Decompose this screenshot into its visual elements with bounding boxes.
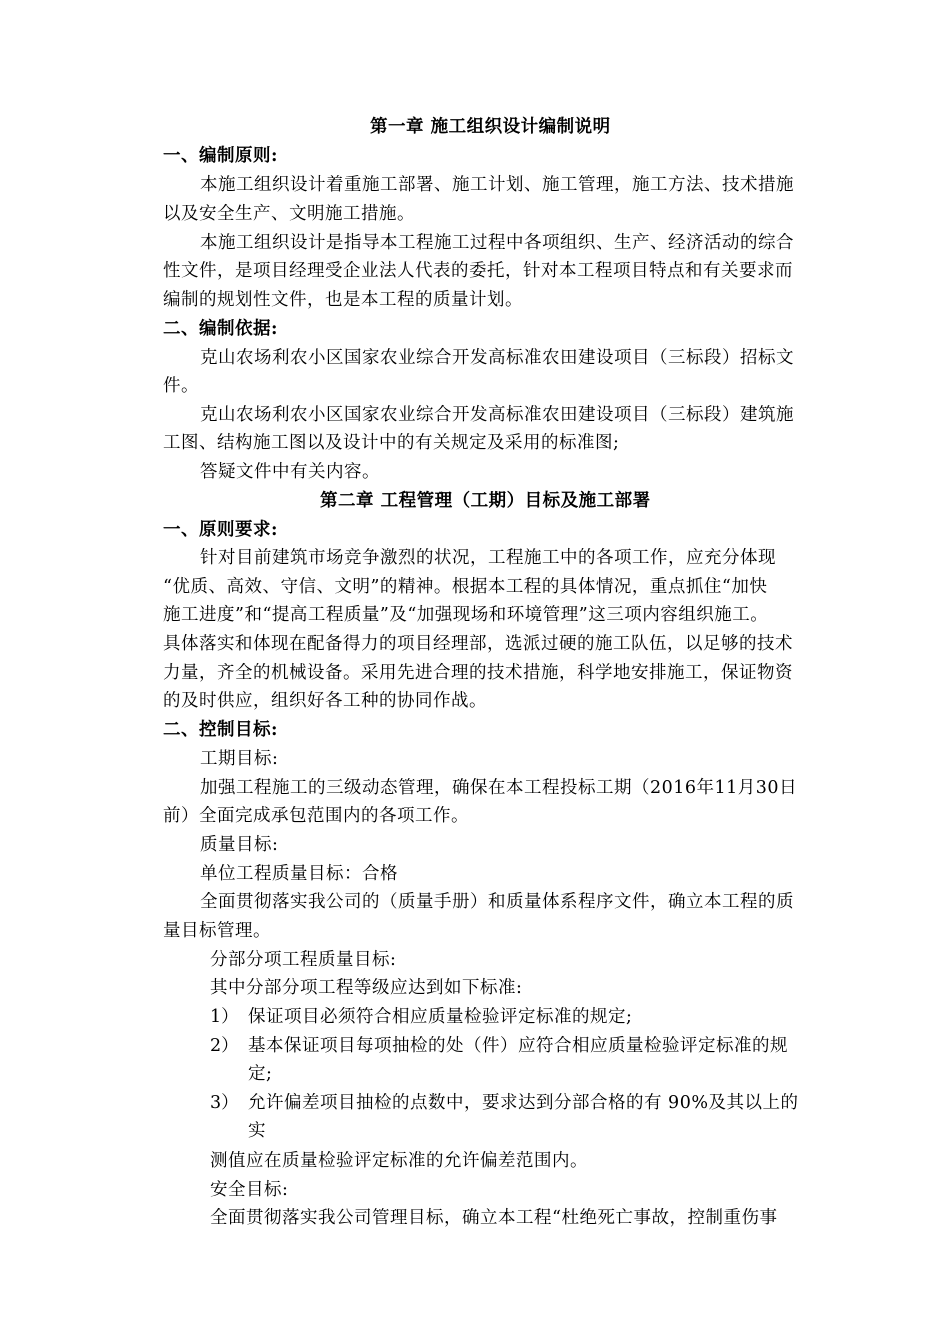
paragraph-line: 克山农场利农小区国家农业综合开发高标准农田建设项目（三标段）建筑施 <box>200 405 794 425</box>
paragraph-line: 性文件，是项目经理受企业法人代表的委托，针对本工程项目特点和有关要求而 <box>163 261 793 281</box>
list-item: 允许偏差项目抽检的点数中，要求达到分部合格的有 90%及其以上的 <box>248 1093 799 1113</box>
list-item: 实 <box>248 1121 266 1141</box>
measure-text: 测值应在质量检验评定标准的允许偏差范围内。 <box>210 1151 588 1171</box>
paragraph-line: 全面贯彻落实我公司管理目标，确立本工程“杜绝死亡事故，控制重伤事 <box>210 1208 778 1228</box>
paragraph-line: 具体落实和体现在配备得力的项目经理部，选派过硬的施工队伍，以足够的技术 <box>163 634 793 654</box>
paragraph-line: 量目标管理。 <box>163 921 271 941</box>
paragraph-line: “优质、高效、守信、文明”的精神。根据本工程的具体情况，重点抓住“加快 <box>163 577 768 597</box>
sub-standard-text: 其中分部分项工程等级应达到如下标准: <box>210 978 523 998</box>
chapter-2-title: 第二章 工程管理（工期）目标及施工部署 <box>320 491 651 511</box>
paragraph-line: 施工进度”和“提高工程质量”及“加强现场和环境管理”这三项内容组织施工。 <box>163 605 769 625</box>
safety-label: 安全目标: <box>210 1180 289 1200</box>
list-item: 基本保证项目每项抽检的处（件）应符合相应质量检验评定标准的规 <box>248 1036 788 1056</box>
list-item-number: 3） <box>210 1093 239 1113</box>
section-heading: 一、编制原则: <box>163 146 278 166</box>
section-heading: 二、编制依据: <box>163 319 278 339</box>
paragraph-line: 件。 <box>163 376 199 396</box>
paragraph-line: 的及时供应，组织好各工种的协同作战。 <box>163 691 487 711</box>
chapter-1-title: 第一章 施工组织设计编制说明 <box>370 117 611 137</box>
quality-label: 质量目标: <box>200 835 279 855</box>
section-heading: 二、控制目标: <box>163 720 278 740</box>
paragraph-line: 本施工组织设计是指导本工程施工过程中各项组织、生产、经济活动的综合 <box>200 233 794 253</box>
list-item-number: 1） <box>210 1007 239 1027</box>
paragraph-line: 克山农场利农小区国家农业综合开发高标准农田建设项目（三标段）招标文 <box>200 348 794 368</box>
schedule-label: 工期目标: <box>200 749 279 769</box>
paragraph-line: 力量，齐全的机械设备。采用先进合理的技术措施，科学地安排施工，保证物资 <box>163 663 793 683</box>
paragraph-line: 全面贯彻落实我公司的（质量手册）和质量体系程序文件，确立本工程的质 <box>200 892 794 912</box>
list-item: 定; <box>248 1064 273 1084</box>
paragraph-line: 前）全面完成承包范围内的各项工作。 <box>163 806 469 826</box>
paragraph-line: 答疑文件中有关内容。 <box>200 462 380 482</box>
paragraph-line: 编制的规划性文件，也是本工程的质量计划。 <box>163 290 523 310</box>
section-heading: 一、原则要求: <box>163 520 278 540</box>
sub-quality-label: 分部分项工程质量目标: <box>210 950 397 970</box>
paragraph-line: 以及安全生产、文明施工措施。 <box>163 204 415 224</box>
paragraph-line: 加强工程施工的三级动态管理，确保在本工程投标工期（2016年11月30日 <box>200 778 798 798</box>
list-item-number: 2） <box>210 1036 239 1056</box>
unit-quality-target: 单位工程质量目标：合格 <box>200 864 398 884</box>
paragraph-line: 针对目前建筑市场竞争激烈的状况，工程施工中的各项工作，应充分体现 <box>200 548 776 568</box>
paragraph-line: 工图、结构施工图以及设计中的有关规定及采用的标准图; <box>163 433 620 453</box>
paragraph-line: 本施工组织设计着重施工部署、施工计划、施工管理，施工方法、技术措施 <box>200 175 794 195</box>
list-item: 保证项目必须符合相应质量检验评定标准的规定; <box>248 1007 633 1027</box>
